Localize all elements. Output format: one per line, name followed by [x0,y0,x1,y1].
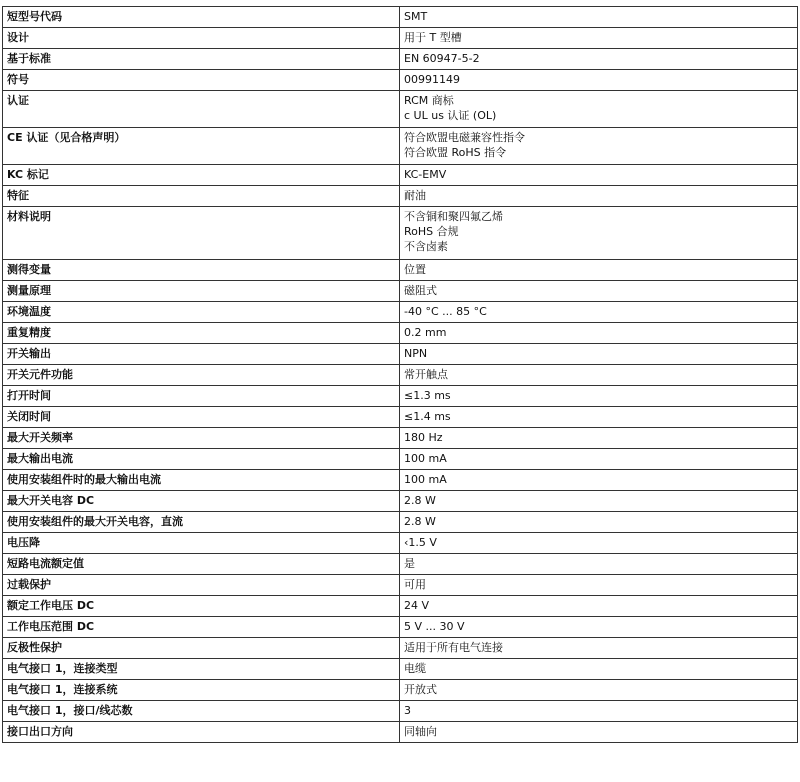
property-value [400,186,798,207]
property-value-line: 3 [404,704,411,717]
property-label: 反极性保护 [3,638,400,659]
table-row [3,449,798,470]
property-value-line: ≤1.3 ms [404,389,451,402]
property-value-line: 180 Hz [404,431,443,444]
property-label: 特征 [3,186,400,207]
property-value-line: 0.2 mm [404,326,447,339]
table-row [3,70,798,91]
table-row [3,49,798,70]
property-value [400,128,798,165]
property-value [400,91,798,128]
property-value-line: KC-EMV [404,168,447,181]
property-label: 关闭时间 [3,407,400,428]
table-row [3,428,798,449]
property-label: 电气接口 1，接口/线芯数 [3,701,400,722]
property-value-line: c UL us 认证 (OL) [404,109,497,122]
table-row [3,323,798,344]
table-row [3,281,798,302]
property-value-line: 2.8 W [404,515,436,528]
table-row [3,512,798,533]
property-label: 短型号代码 [3,7,400,28]
property-value [400,575,798,596]
property-value-line: 不含铜和聚四氟乙烯 [404,210,503,223]
property-label: 认证 [3,91,400,128]
property-value [400,302,798,323]
property-value [400,617,798,638]
property-label: 短路电流额定值 [3,554,400,575]
property-value-line: 常开触点 [404,368,448,381]
property-value-line: 可用 [404,578,426,591]
property-value [400,533,798,554]
property-value-line: 24 V [404,599,430,612]
table-row [3,533,798,554]
property-label: CE 认证（见合格声明） [3,128,400,165]
table-row [3,638,798,659]
table-row [3,165,798,186]
table-row [3,186,798,207]
property-label: 使用安装组件时的最大输出电流 [3,470,400,491]
property-value-line: RoHS 合规 [404,225,459,238]
property-value-line: 符合欧盟电磁兼容性指令 [404,131,525,144]
property-label: 最大输出电流 [3,449,400,470]
property-value [400,407,798,428]
property-value-line: 100 mA [404,473,447,486]
property-value-line: -40 °C ... 85 °C [404,305,487,318]
property-value [400,491,798,512]
property-value-line: EN 60947-5-2 [404,52,480,65]
property-label: KC 标记 [3,165,400,186]
table-row [3,491,798,512]
table-row [3,575,798,596]
property-label: 电压降 [3,533,400,554]
table-row [3,365,798,386]
property-label: 材料说明 [3,207,400,260]
property-label: 测得变量 [3,260,400,281]
property-value-line: 2.8 W [404,494,436,507]
table-row [3,722,798,743]
property-label: 最大开关频率 [3,428,400,449]
property-value-line: RCM 商标 [404,94,454,107]
property-value-line: 磁阻式 [404,284,437,297]
property-value-line: 用于 T 型槽 [404,31,462,44]
table-row [3,554,798,575]
property-value [400,386,798,407]
property-value [400,28,798,49]
table-row [3,701,798,722]
property-value [400,512,798,533]
table-row [3,207,798,260]
property-value [400,7,798,28]
property-label: 测量原理 [3,281,400,302]
table-row [3,386,798,407]
property-value-line: 00991149 [404,73,460,86]
property-value [400,722,798,743]
property-label: 环境温度 [3,302,400,323]
property-label: 过载保护 [3,575,400,596]
property-value [400,207,798,260]
property-value [400,428,798,449]
property-label: 接口出口方向 [3,722,400,743]
property-label: 最大开关电容 DC [3,491,400,512]
table-row [3,470,798,491]
property-label: 工作电压范围 DC [3,617,400,638]
property-value [400,49,798,70]
property-value [400,165,798,186]
property-value-line: 同轴向 [404,725,437,738]
table-row [3,28,798,49]
property-label: 使用安装组件的最大开关电容，直流 [3,512,400,533]
table-row [3,302,798,323]
property-label: 符号 [3,70,400,91]
property-value [400,323,798,344]
property-label: 开关输出 [3,344,400,365]
property-label: 重复精度 [3,323,400,344]
property-value [400,281,798,302]
property-value [400,260,798,281]
property-value-line: 100 mA [404,452,447,465]
table-row [3,617,798,638]
property-value [400,365,798,386]
table-row [3,680,798,701]
property-value [400,701,798,722]
property-value [400,638,798,659]
property-label: 电气接口 1，连接系统 [3,680,400,701]
property-value-line: 位置 [404,263,426,276]
property-value [400,470,798,491]
property-value-line: NPN [404,347,428,360]
property-label: 打开时间 [3,386,400,407]
property-label: 基于标准 [3,49,400,70]
property-value [400,596,798,617]
property-value-line: 开放式 [404,683,437,696]
property-value-line: 电缆 [404,662,426,675]
property-value-line: 符合欧盟 RoHS 指令 [404,146,507,159]
property-value-line: ≤1.4 ms [404,410,451,423]
table-row [3,260,798,281]
table-row [3,7,798,28]
table-row [3,407,798,428]
table-row [3,128,798,165]
table-row [3,91,798,128]
property-value [400,680,798,701]
property-value-line: 不含卤素 [404,240,448,253]
spec-table [2,6,798,743]
property-label: 额定工作电压 DC [3,596,400,617]
property-value [400,344,798,365]
spec-table-body [3,7,798,743]
property-label: 开关元件功能 [3,365,400,386]
property-value-line: 是 [404,557,415,570]
property-value [400,554,798,575]
property-value [400,659,798,680]
table-row [3,344,798,365]
table-row [3,596,798,617]
property-value-line: 耐油 [404,189,426,202]
property-value-line: 适用于所有电气连接 [404,641,503,654]
property-value-line: 5 V ... 30 V [404,620,465,633]
property-label: 电气接口 1，连接类型 [3,659,400,680]
property-label: 设计 [3,28,400,49]
property-value [400,70,798,91]
table-row [3,659,798,680]
property-value-line: ‹1.5 V [404,536,437,549]
property-value-line: SMT [404,10,428,23]
property-value [400,449,798,470]
